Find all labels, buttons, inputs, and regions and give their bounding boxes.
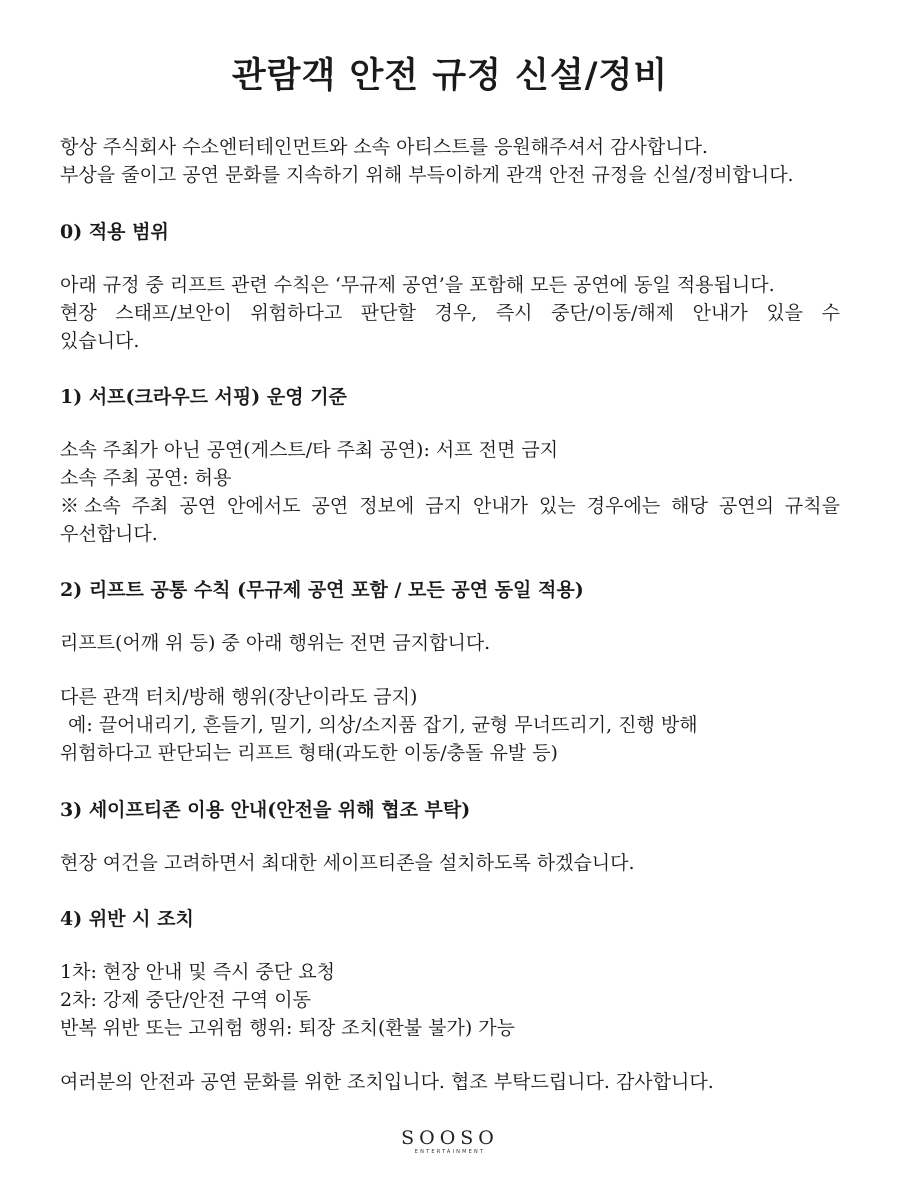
intro-line: 부상을 줄이고 공연 문화를 지속하기 위해 부득이하게 관객 안전 규정을 신설/정비합니다. bbox=[60, 164, 794, 186]
section-line: ※소속 주최 공연 안에서도 공연 정보에 금지 안내가 있는 경우에는 해당 공연의 규칙을 bbox=[60, 495, 840, 517]
section-line: 우선합니다. bbox=[60, 523, 158, 545]
section-line: 소속 주최 공연: 허용 bbox=[60, 467, 232, 489]
section-line: 위험하다고 판단되는 리프트 형태(과도한 이동/충돌 유발 등) bbox=[60, 742, 558, 764]
company-logo bbox=[0, 1128, 900, 1156]
section-heading: 4) 위반 시 조치 bbox=[60, 908, 194, 930]
intro-line: 항상 주식회사 수소엔터테인먼트와 소속 아티스트를 응원해주셔서 감사합니다. bbox=[60, 136, 708, 158]
section-line: 리프트(어깨 위 등) 중 아래 행위는 전면 금지합니다. bbox=[60, 632, 491, 654]
section-line: 예: 끌어내리기, 흔들기, 밀기, 의상/소지품 잡기, 균형 무너뜨리기, 진행 방해 bbox=[68, 714, 698, 736]
section-heading: 3) 세이프티존 이용 안내(안전을 위해 협조 부탁) bbox=[60, 799, 471, 821]
section-heading: 2) 리프트 공통 수칙 (무규제 공연 포함 / 모든 공연 동일 적용) bbox=[60, 579, 584, 601]
page-title: 관람객 안전 규정 신설/정비 bbox=[231, 55, 669, 96]
section-heading: 0) 적용 범위 bbox=[60, 221, 169, 243]
section-line: 아래 규정 중 리프트 관련 수칙은 ‘무규제 공연’을 포함해 모든 공연에 동일 적용됩니다. bbox=[60, 274, 775, 296]
section-line: 소속 주최가 아닌 공연(게스트/타 주최 공연): 서프 전면 금지 bbox=[60, 439, 559, 461]
section-line: 1차: 현장 안내 및 즉시 중단 요청 bbox=[60, 961, 335, 983]
section-line: 반복 위반 또는 고위험 행위: 퇴장 조치(환불 불가) 가능 bbox=[60, 1017, 515, 1039]
logo-wordmark: SOOSO bbox=[401, 1127, 499, 1149]
section-line: 현장 여건을 고려하면서 최대한 세이프티존을 설치하도록 하겠습니다. bbox=[60, 852, 635, 874]
section-heading: 1) 서프(크라우드 서핑) 운영 기준 bbox=[60, 386, 347, 408]
section-line: 현장 스태프/보안이 위험하다고 판단할 경우, 즉시 중단/이동/해제 안내가 있을 수 bbox=[60, 302, 840, 324]
section-line: 다른 관객 터치/방해 행위(장난이라도 금지) bbox=[60, 686, 418, 708]
logo-subtitle: ENTERTAINMENT bbox=[414, 1149, 486, 1155]
section-line: 있습니다. bbox=[60, 330, 140, 352]
section-line: 2차: 강제 중단/안전 구역 이동 bbox=[60, 989, 311, 1011]
closing-text: 여러분의 안전과 공연 문화를 위한 조치입니다. 협조 부탁드립니다. 감사합니다. bbox=[60, 1071, 714, 1093]
